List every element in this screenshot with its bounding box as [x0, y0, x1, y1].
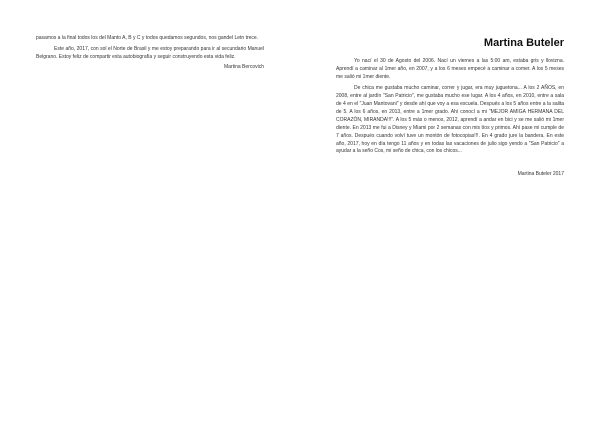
- right-paragraph-2: De chica me gustaba mucho caminar, correr y jugar, era muy juguetona... A los 2 AÑOS, en 2008, entre al jardín "San Patricio", me gustaba mucho ese lugar. A los 4 años, en 2010, entre a sala de 4 en el "Juan Mantovani" y desde ahí que voy a esa escuela. Después a los 5 años entre a la salita de 5. A los 6 años, en 2013, entre a 1mer grado. Ahí conocí a mi "MEJOR AMIGA HERMANA DEL CORAZÓN, MIRANDA!!!". A los 5 más o menos, 2012, aprendí a andar en bici y se me salió mi 1mer diente. En 2013 me fui a Disney y Miami por 2 semanas con mis tíos y primos. Ahí pase mi cumple de 7 años. Después cuando volví tuve un montón de fotocopias!!!. En 4 grado jure la bandera. En este año, 2017, hoy en día tengo 11 años y en todas las vacaciones de julio sigo yendo a "San Patricio" a ayudar a la seño Cos, mi seño de chica, con los chicos...: [336, 85, 564, 155]
- page-title: Martina Buteler: [483, 37, 564, 49]
- right-signature: Martina Buteler 2017: [517, 171, 564, 178]
- left-signature: Martina Bercovich: [223, 64, 264, 71]
- right-page-body: [336, 58, 564, 179]
- left-page-body: [36, 35, 264, 72]
- left-paragraph-1: pasamos a la final todos los del Manto A, B y C y todos quedamos segundos, nos gandel Letn trece.: [36, 35, 259, 41]
- right-paragraph-1: Yo nací el 30 de Agosto del 2006. Nací un viernes a las 5:00 am, estaba gris y llovizna. Aprendí a caminar al 1mer año, en 2007, y a los 6 meses empecé a caminar a comer. A los 5 meses me salió mi 1mer diente.: [336, 58, 564, 80]
- left-paragraph-2: Este año, 2017, con sol el Norte de Brasil y me estoy preparando para ir al secundario Manuel Belgrano. Estoy feliz de compartir esta autobiografía y seguir construyendo esta vida feliz.: [36, 46, 264, 61]
- right-page: [300, 0, 600, 424]
